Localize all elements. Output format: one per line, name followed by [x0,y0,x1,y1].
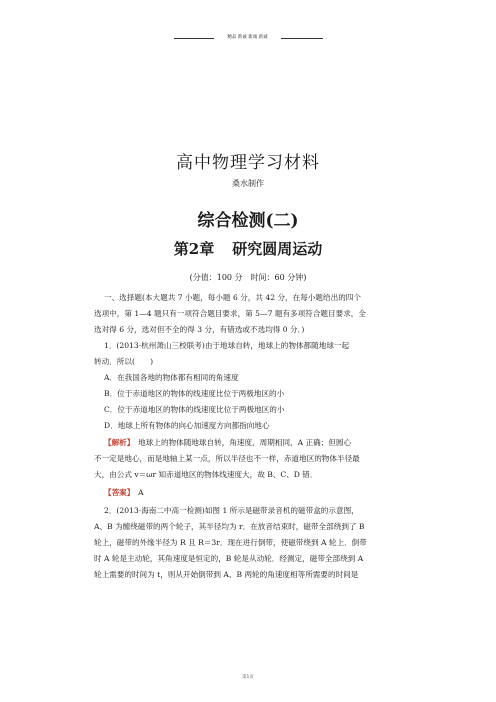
analysis-tag: 【解析】 [104,438,131,447]
option-a: A．在我国各地的物体都有相同的角速度 [104,373,239,382]
analysis-line: 不一定是地心，而是地轴上某一点，所以半径也不一样，赤道地区的物体半径最 [94,454,360,463]
chapter-number: 第2章 [173,240,215,258]
answer-line [104,487,144,498]
option-d: D．地球上所有物体的向心加速度方向都指向地心 [104,421,270,430]
analysis-line [104,437,351,448]
chapter-heading [0,238,496,259]
answer-value: A [130,488,144,497]
answer-tag: 【答案】 [104,488,131,497]
doc-author: 桑水制作 [232,179,264,188]
body-line: 一、选择题(本大题共 7 小题，每小题 6 分，共 42 分，在每小题给出的四个 [104,293,361,302]
header-rule-right [281,38,323,39]
analysis-text: 地球上的物体随地球自转，角速度、周期相同，A 正确；但圆心 [130,438,352,447]
body-line: 选项中，第 1—4 题只有一项符合题目要求，第 5—7 题有多项符合题目要求，全 [94,309,366,318]
header-rule-left [174,38,214,39]
body-line: 选对得 6 分，选对但不全的得 3 分，有错选或不选均得 0 分．) [94,325,305,334]
question-1: 1．(2013·杭州萧山三校联考)由于地球自转，地球上的物体都随地球一起 [104,341,350,350]
option-b: B．位于赤道地区的物体的线速度比位于两极地区的小 [104,389,285,398]
body-line: 轮上，磁带的外缘半径为 R 且 R＝3r．现在进行倒带，使磁带绕到 A 轮上．倒带 [94,538,367,547]
chapter-name: 研究圆周运动 [232,240,323,258]
body-line: A、B 为缠绕磁带的两个轮子，其半径均为 r．在放音结束时，磁带全部绕到了 B [94,522,365,531]
body-line: 轮上需要的时间为 t，则从开始倒带到 A、B 两轮的角速度相等所需要的时间是 [94,570,359,579]
doc-title: 高中物理学习材料 [176,153,320,173]
body-line: 时 A 轮是主动轮，其角速度是恒定的，B 轮是从动轮．经测定，磁带全部绕到 A [94,554,364,563]
page-footer: 第1页 [242,675,254,680]
question-2: 2．(2013·海南二中高一检测)如图 1 所示是磁带录音机的磁带盒的示意图， [104,506,359,515]
analysis-line: 大，由公式 v＝ωr 知赤道地区的物体线速度大，故 B、C、D 错． [94,470,318,479]
header-text: 精品 新诚 新诚 新诚 [227,35,268,40]
test-meta: (分值：100 分 时间：60 分钟) [189,273,307,282]
page-header [0,32,496,44]
option-c: C．位于赤道地区的物体的线速度比位于两极地区的小 [104,405,285,414]
body-line: 转动．所以( ) [94,357,154,366]
test-title: 综合检测(二) [197,211,299,231]
